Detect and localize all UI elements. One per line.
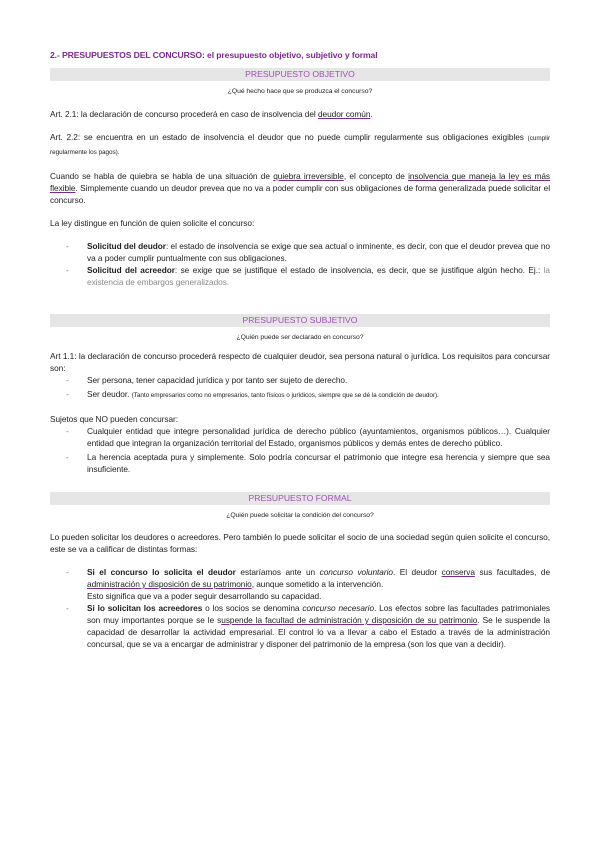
objetivo-band: PRESUPUESTO OBJETIVO: [50, 68, 550, 81]
quiebra-paragraph: Cuando se habla de quiebra se habla de una situación de quiebra irreversible, el concepto de insolvencia que maneja la ley es más flexible. Simplemente cuando un deudor prevea que no va a poder cumplir con sus obligaciones de forma generalizada puede solicitar el concurso.: [50, 171, 550, 205]
section-title: 2.- PRESUPUESTOS DEL CONCURSO: el presupuesto objetivo, subjetivo y formal: [50, 50, 378, 60]
no-pueden-list: [50, 425, 550, 475]
list-item: - Cualquier entidad que integre personalidad jurídica de derecho público (ayuntamientos, organismos públicos…). Cualquier entidad que integran la organización territorial del Estado, organismos públicos y demás entes de derecho público.: [66, 426, 550, 448]
list-item: - Solicitud del acreedor: se exige que se justifique el estado de insolvencia, es decir, que se justifique algún hecho. Ej.: la existencia de embargos generalizados.: [66, 265, 550, 287]
formal-list: [50, 566, 550, 650]
subjetivo-band: PRESUPUESTO SUBJETIVO: [50, 314, 550, 327]
list-item: - Si el concurso lo solicita el deudor estaríamos ante un concurso voluntario. El deudor conserva sus facultades, de administración y disposición de su patrimonio, aunque sometido a la intervención. Esto significa que va a poder seguir desarrollando su capacidad.: [66, 567, 551, 601]
list-item: - Solicitud del deudor: el estado de insolvencia se exige que sea actual o inminente, es decir, con que el deudor prevea que no va a poder cumplir puntualmente con sus obligaciones.: [66, 241, 550, 263]
distingue-paragraph: La ley distingue en función de quien solicite el concurso:: [50, 218, 255, 228]
art-2-2: Art. 2.2: se encuentra en un estado de insolvencia el deudor que no puede cumplir regularmente sus obligaciones exigibles (cumplir regularmente los pagos).: [50, 132, 550, 156]
art-2-1: Art. 2.1: la declaración de concurso procederá en caso de insolvencia del deudor común.: [50, 109, 373, 119]
list-item: - Ser persona, tener capacidad jurídica y por tanto ser sujeto de derecho.: [66, 375, 348, 385]
formal-intro: Lo pueden solicitar los deudores o acreedores. Pero también lo puede solicitar el socio de una sociedad según quien solicite el concurso, este se va a calificar de distintas formas:: [50, 532, 550, 554]
requisitos-list: [50, 374, 550, 402]
formal-question: ¿Quién puede solicitar la condición del concurso?: [226, 512, 374, 519]
list-item: - Ser deudor. (Tanto empresarios como no empresarios, tanto físicos o jurídicos, siempre que se dé la condición de deudor).: [66, 389, 439, 399]
objetivo-list: [50, 240, 550, 288]
art-1-1: Art 1.1: la declaración de concurso procederá respecto de cualquier deudor, sea persona natural o jurídica. Los requisitos para concursar son:: [50, 351, 550, 373]
list-item: - La herencia aceptada pura y simplemente. Solo podría concursar el patrimonio que integre esa herencia y siempre que sea insuficiente.: [66, 452, 550, 474]
objetivo-question: ¿Qué hecho hace que se produzca el concurso?: [227, 88, 373, 95]
list-item: - Si lo solicitan los acreedores o los socios se denomina concurso necesario. Los efectos sobre las facultades patrimoniales son muy importantes porque se le suspende la facultad de administración y disposición de su patrimonio. Se le suspende la capacidad de desarrollar la actividad empresarial. El control lo va a llevar a cabo el Estado a través de la administración concursal, que se va a encargar de administrar y disponer del patrimonio de la empresa (son los que van a decidir).: [66, 603, 551, 649]
subjetivo-question: ¿Quién puede ser declarado en concurso?: [236, 334, 364, 341]
formal-band: PRESUPUESTO FORMAL: [50, 492, 550, 505]
no-pueden-heading: Sujetos que NO pueden concursar:: [50, 414, 179, 424]
